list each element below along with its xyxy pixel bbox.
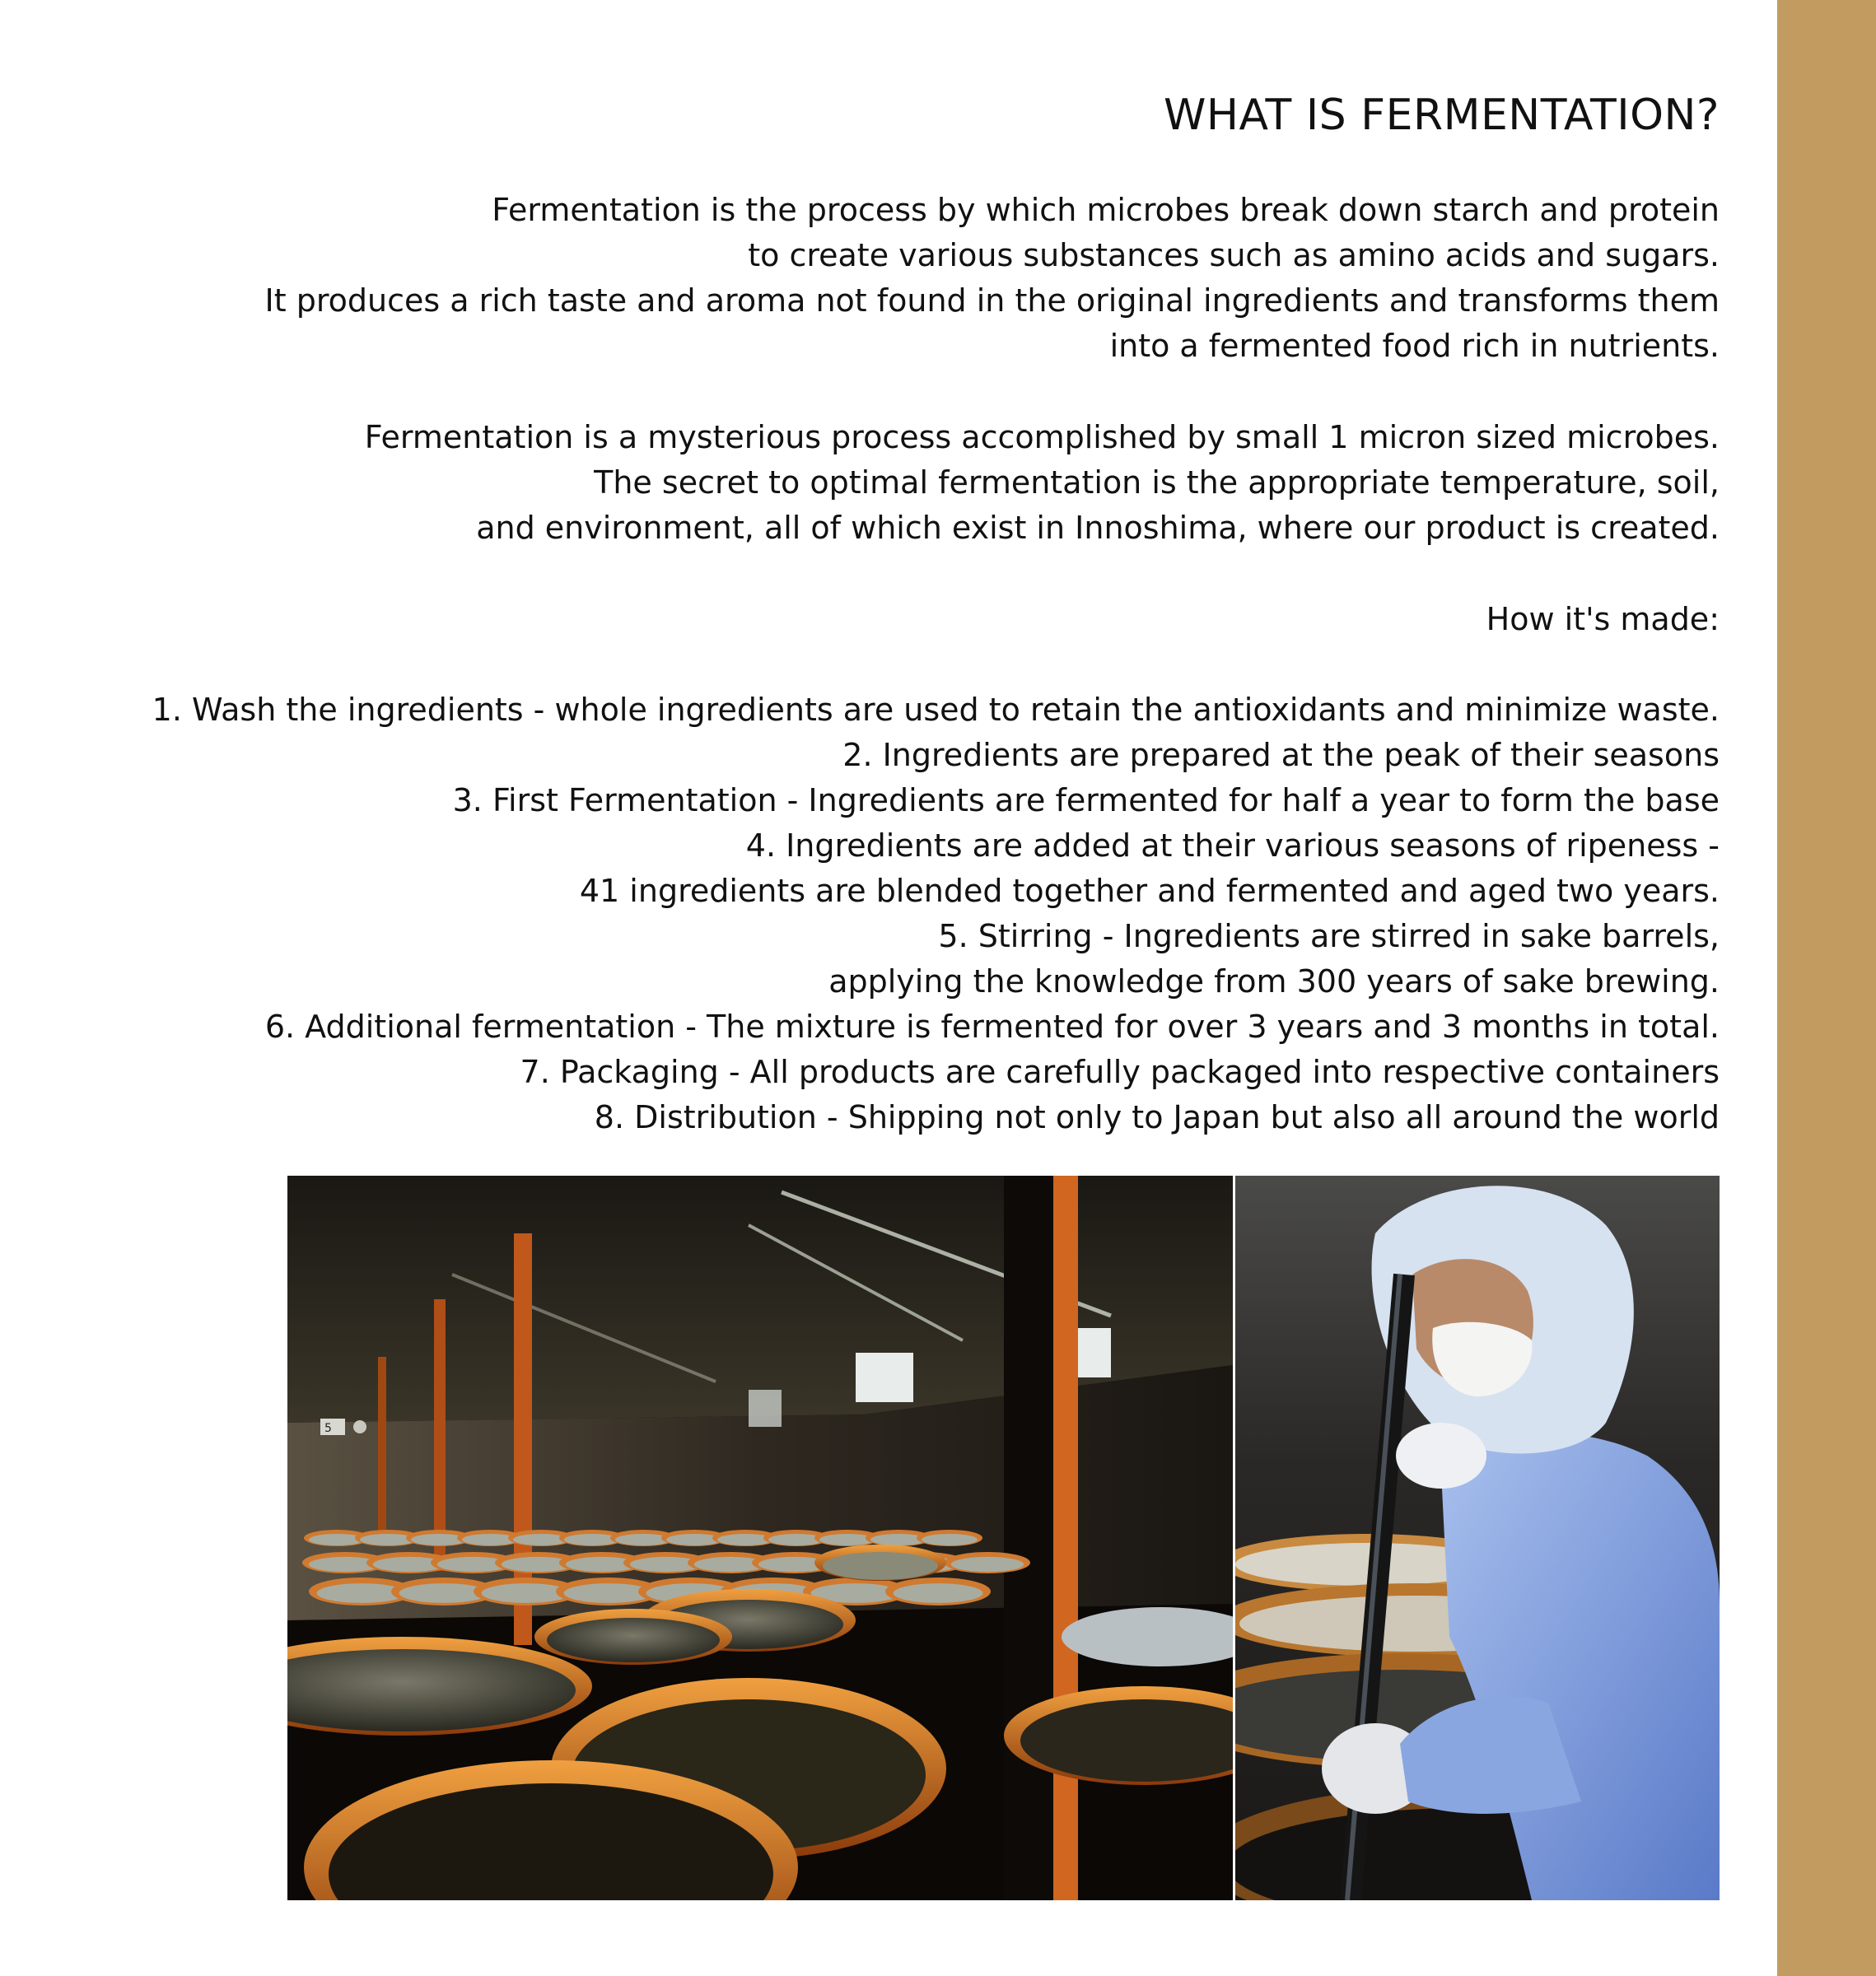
step-line: 4. Ingredients are added at their various seasons of ripeness - <box>745 827 1720 864</box>
step-line: 1. Wash the ingredients - whole ingredients are used to retain the antioxidants and minimize waste. <box>152 692 1720 728</box>
step-line: applying the knowledge from 300 years of sake brewing. <box>828 963 1720 1000</box>
step-line: 3. First Fermentation - Ingredients are fermented for half a year to form the base <box>452 782 1720 818</box>
intro-paragraph <box>265 188 1720 369</box>
intro-line: Fermentation is the process by which microbes break down starch and protein <box>492 192 1720 228</box>
barrel-hall-photo <box>287 1176 1233 1900</box>
step-line: 7. Packaging - All products are carefully packaged into respective containers <box>520 1054 1720 1090</box>
page-title: WHAT IS FERMENTATION? <box>1163 91 1720 140</box>
microbes-line: Fermentation is a mysterious process accomplished by small 1 micron sized microbes. <box>364 419 1720 455</box>
barrel-liquid <box>922 1534 978 1545</box>
intro-line: to create various substances such as amino acids and sugars. <box>748 237 1720 273</box>
step-line: 5. Stirring - Ingredients are stirred in sake barrels, <box>938 918 1720 954</box>
intro-line: into a fermented food rich in nutrients. <box>1109 328 1720 364</box>
hall-sign-number: 5 <box>324 1422 332 1435</box>
step-line: 2. Ingredients are prepared at the peak of their seasons <box>842 737 1720 773</box>
step-line: 8. Distribution - Shipping not only to Japan but also all around the world <box>594 1099 1720 1135</box>
worker-stirring-photo <box>1235 1176 1720 1900</box>
process-steps <box>152 687 1720 1140</box>
microbes-paragraph <box>365 415 1720 551</box>
intro-line: It produces a rich taste and aroma not found in the original ingredients and transforms them <box>264 282 1720 319</box>
how-made-heading: How it's made: <box>1486 601 1720 637</box>
step-line: 41 ingredients are blended together and fermented and aged two years. <box>579 873 1720 909</box>
barrel-hall-illustration <box>287 1176 1233 1900</box>
microbes-line: The secret to optimal fermentation is the appropriate temperature, soil, <box>594 464 1720 501</box>
gold-side-band <box>1777 0 1876 1976</box>
step-line: 6. Additional fermentation - The mixture is fermented for over 3 years and 3 months in total. <box>264 1009 1720 1045</box>
barrel-liquid <box>894 1583 983 1603</box>
worker-stirring-illustration <box>1235 1176 1720 1900</box>
barrel-liquid <box>951 1557 1024 1572</box>
microbes-line: and environment, all of which exist in Innoshima, where our product is created. <box>476 510 1720 546</box>
